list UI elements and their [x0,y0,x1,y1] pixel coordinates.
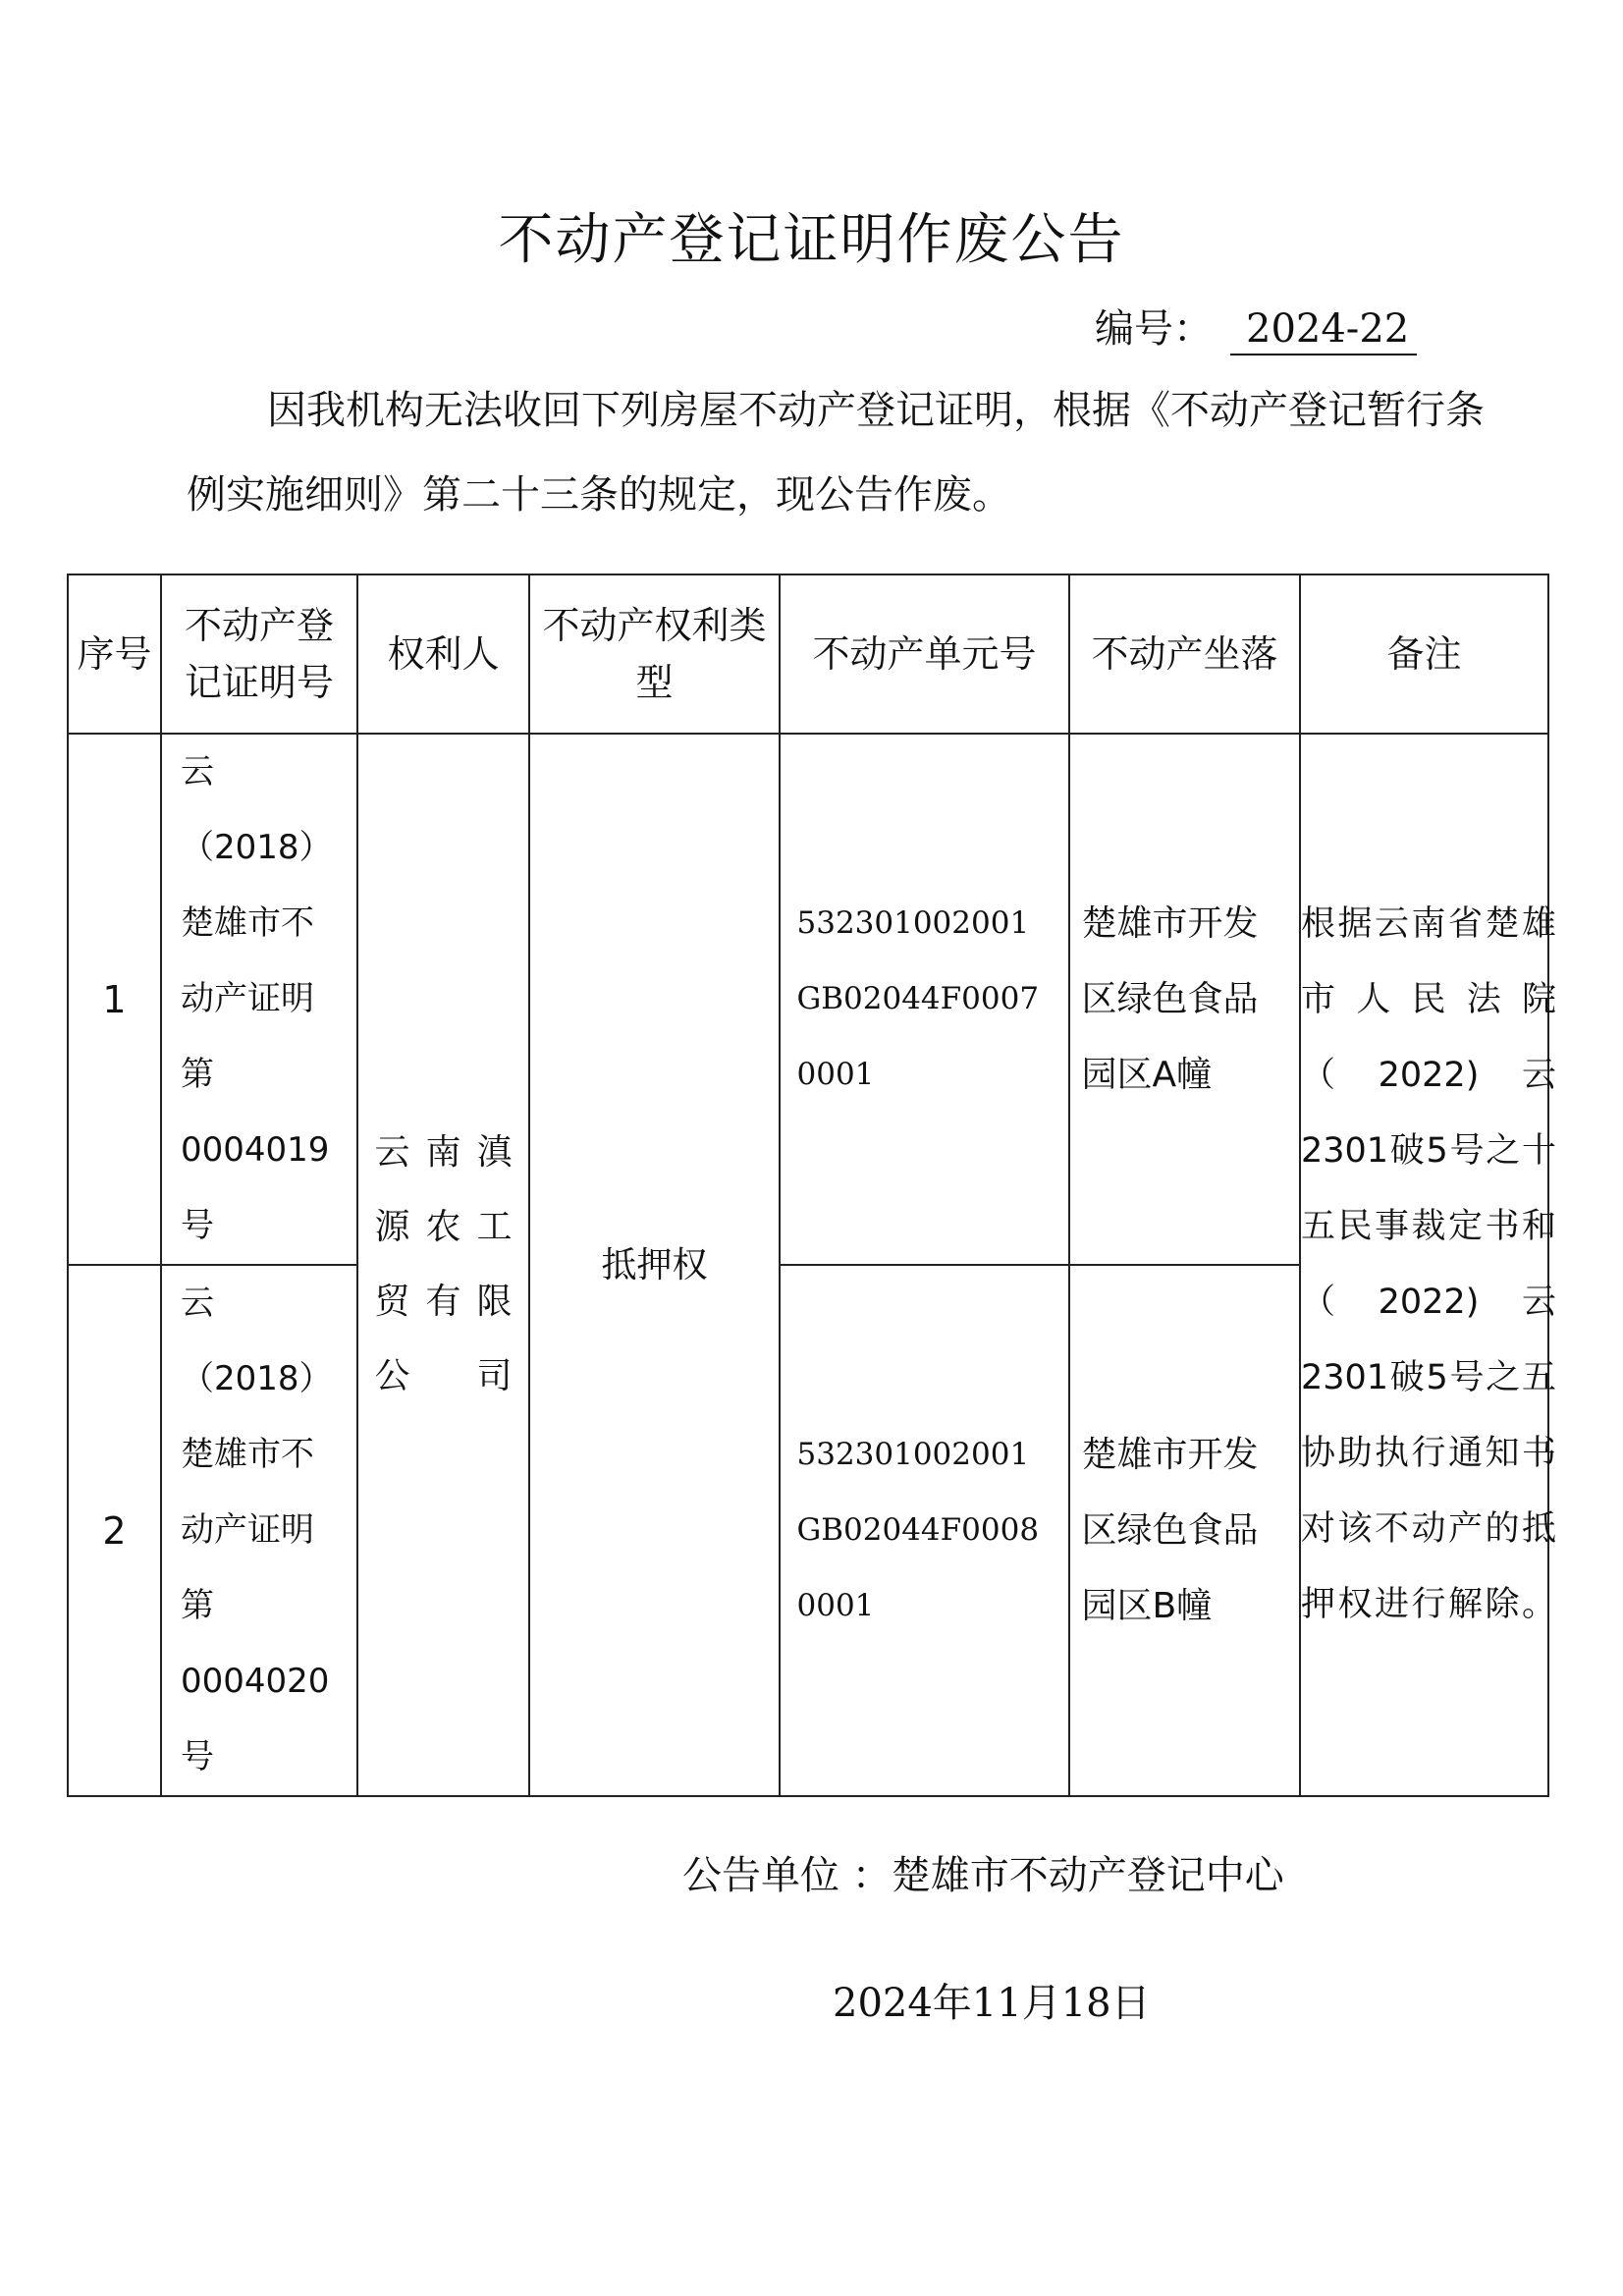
document-number-value: 2024-22 [1230,306,1417,355]
document-title: 不动产登记证明作废公告 [498,208,1125,272]
holder-cell [357,734,529,1796]
row-unit-no-cell [780,734,1069,1265]
header-remark: 备注 [1300,574,1548,734]
intro-paragraph: 因我机构无法收回下列房屋不动产登记证明，根据《不动产登记暂行条例实施细则》第二十三条的规定，现公告作废。 [187,388,1485,518]
row-unit-no: 532301002001GB02044F00080001 [796,1437,1040,1623]
header-right-type: 不动产权利类型 [529,574,780,734]
header-unit-no: 不动产单元号 [780,574,1069,734]
row-seq: 1 [68,734,161,1265]
row-location: 楚雄市开发区绿色食品园区A幢 [1081,903,1259,1095]
header-seq: 序号 [68,574,161,734]
row-location-cell [1069,1265,1300,1796]
table-header-row [68,574,1548,734]
header-cert-no: 不动产登记证明号 [161,574,357,734]
row-cert-no: 云（2018）楚雄市不动产证明第0004020号 [181,1284,333,1777]
row-seq: 2 [68,1265,161,1796]
row-location-cell [1069,734,1300,1265]
document-number-label: 编号： [1095,306,1213,352]
row-location: 楚雄市开发区绿色食品园区B幢 [1081,1435,1259,1626]
header-holder: 权利人 [357,574,529,734]
document-number [1095,298,1417,355]
header-location: 不动产坐落 [1069,574,1300,734]
remark-cell [1300,734,1556,1796]
right-type: 抵押权 [601,1244,708,1285]
row-unit-no-cell [780,1265,1069,1796]
right-type-cell [529,734,780,1796]
remark-text: 根据云南省楚雄市人民法院（2022)云2301破5号之十五民事裁定书和（2022)云2301破5号之五协助执行通知书对该不动产的抵押权进行解除。 [1301,904,1556,1624]
row-cert-no-cell [161,1265,357,1796]
row-cert-no: 云（2018）楚雄市不动产证明第0004019号 [181,752,333,1245]
issue-date: 2024年11月18日 [833,1981,1151,2026]
issuing-unit: 公告单位 ：楚雄市不动产登记中心 [682,1853,1284,1898]
holder-name: 云南滇源农工贸有限公司 [374,1132,513,1396]
row-unit-no: 532301002001GB02044F00070001 [796,905,1040,1092]
row-cert-no-cell [161,734,357,1265]
table-row [68,734,1548,1265]
void-certificate-table [67,574,1556,1797]
